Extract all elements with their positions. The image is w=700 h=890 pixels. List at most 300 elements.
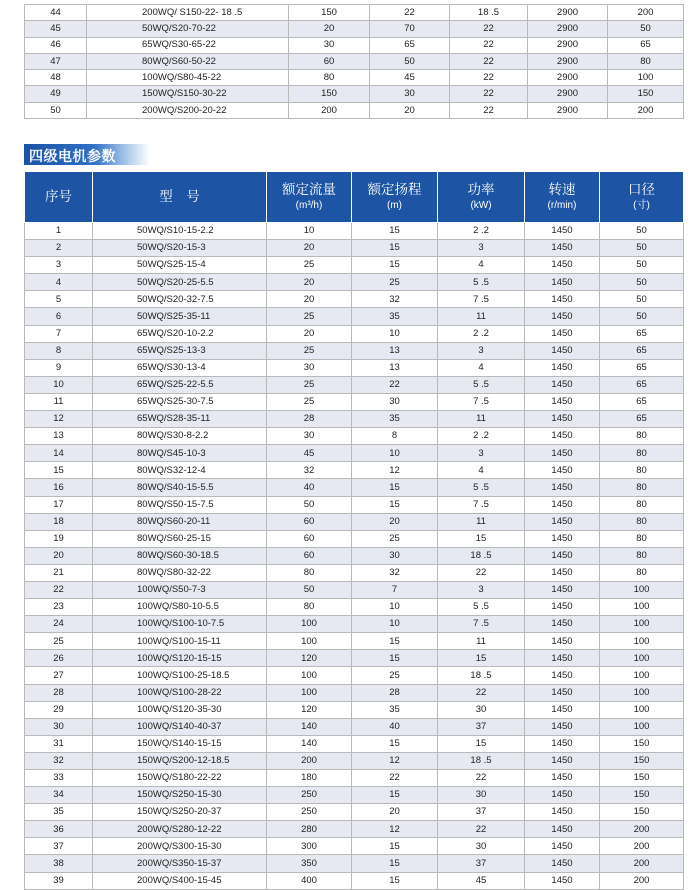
column-header-label: 额定流量 xyxy=(282,181,336,197)
table-cell: 80 xyxy=(267,599,352,616)
table-row xyxy=(25,445,684,462)
table-cell: 65 xyxy=(370,37,450,53)
table-cell: 100 xyxy=(600,599,684,616)
table-cell: 50 xyxy=(25,102,87,118)
table-cell: 1450 xyxy=(525,240,600,257)
model-cell: 65WQ/S30-13-4 xyxy=(93,359,267,376)
model-cell: 100WQ/S140-40-37 xyxy=(93,718,267,735)
table-cell: 150 xyxy=(600,804,684,821)
table-cell: 45 xyxy=(267,445,352,462)
table-cell: 17 xyxy=(25,496,93,513)
table-row xyxy=(25,513,684,530)
table-cell: 10 xyxy=(352,325,438,342)
column-header-label: 功率 xyxy=(467,181,495,197)
table-cell: 1450 xyxy=(525,735,600,752)
table-cell: 1450 xyxy=(525,599,600,616)
table-header xyxy=(25,172,684,223)
table-cell: 23 xyxy=(25,599,93,616)
table-cell: 180 xyxy=(267,770,352,787)
table-row xyxy=(25,718,684,735)
table-cell: 1450 xyxy=(525,718,600,735)
table-cell: 11 xyxy=(438,633,525,650)
model-cell: 65WQ/S30-65-22 xyxy=(87,37,289,53)
table-cell: 80 xyxy=(600,530,684,547)
table-cell: 15 xyxy=(352,496,438,513)
table-cell: 37 xyxy=(438,855,525,872)
table-cell: 1450 xyxy=(525,462,600,479)
table-cell: 24 xyxy=(25,616,93,633)
table-cell: 1450 xyxy=(525,308,600,325)
table-cell: 60 xyxy=(267,547,352,564)
table-cell: 7 xyxy=(352,581,438,598)
table-cell: 40 xyxy=(267,479,352,496)
table-cell: 36 xyxy=(25,821,93,838)
table-cell: 33 xyxy=(25,770,93,787)
table-cell: 280 xyxy=(267,821,352,838)
table-cell: 38 xyxy=(25,855,93,872)
table-cell: 25 xyxy=(267,342,352,359)
table-cell: 300 xyxy=(267,838,352,855)
table-cell: 18 .5 xyxy=(438,547,525,564)
table-row xyxy=(25,667,684,684)
table-cell: 5 .5 xyxy=(438,274,525,291)
table-cell: 200 xyxy=(267,752,352,769)
table-cell: 80 xyxy=(289,70,370,86)
table-cell: 4 xyxy=(25,274,93,291)
table-cell: 20 xyxy=(352,804,438,821)
model-cell: 50WQ/S25-15-4 xyxy=(93,257,267,274)
table-cell: 100 xyxy=(600,718,684,735)
table-cell: 100 xyxy=(600,701,684,718)
table-cell: 48 xyxy=(25,70,87,86)
table-cell: 5 .5 xyxy=(438,479,525,496)
model-cell: 80WQ/S60-50-22 xyxy=(87,53,289,69)
table-cell: 65 xyxy=(600,342,684,359)
table-row xyxy=(25,428,684,445)
table-cell: 18 xyxy=(25,513,93,530)
table-row xyxy=(25,342,684,359)
table-cell: 37 xyxy=(438,804,525,821)
table-cell: 65 xyxy=(600,411,684,428)
table-row xyxy=(25,701,684,718)
column-header-unit: (m) xyxy=(387,200,402,212)
table-cell: 31 xyxy=(25,735,93,752)
model-cell: 150WQ/S250-15-30 xyxy=(93,787,267,804)
table-row xyxy=(25,240,684,257)
table-row xyxy=(25,855,684,872)
model-cell: 200WQ/S200-20-22 xyxy=(87,102,289,118)
table-cell: 1450 xyxy=(525,223,600,240)
table-cell: 22 xyxy=(438,770,525,787)
table-cell: 1450 xyxy=(525,359,600,376)
table-cell: 150 xyxy=(289,5,370,21)
table-cell: 150 xyxy=(608,86,684,102)
table-cell: 1450 xyxy=(525,616,600,633)
table-cell: 1450 xyxy=(525,855,600,872)
table-cell: 1450 xyxy=(525,633,600,650)
table-row xyxy=(25,102,684,118)
model-cell: 65WQ/S25-13-3 xyxy=(93,342,267,359)
table-cell: 100 xyxy=(600,616,684,633)
model-cell: 100WQ/S100-28-22 xyxy=(93,684,267,701)
table-cell: 30 xyxy=(438,701,525,718)
column-header-label: 型 号 xyxy=(159,189,200,205)
table-cell: 60 xyxy=(267,530,352,547)
table-cell: 1450 xyxy=(525,325,600,342)
table-cell: 15 xyxy=(352,479,438,496)
model-cell: 100WQ/S100-25-18.5 xyxy=(93,667,267,684)
column-header xyxy=(600,172,684,223)
table-cell: 200 xyxy=(289,102,370,118)
table-cell: 1450 xyxy=(525,804,600,821)
table-cell: 39 xyxy=(25,872,93,889)
table-cell: 3 xyxy=(438,240,525,257)
table-cell: 22 xyxy=(352,770,438,787)
table-cell: 15 xyxy=(438,530,525,547)
table-cell: 1450 xyxy=(525,872,600,889)
model-cell: 200WQ/S400-15-45 xyxy=(93,872,267,889)
table-cell: 150 xyxy=(600,752,684,769)
table-row xyxy=(25,650,684,667)
table-cell: 47 xyxy=(25,53,87,69)
table-cell: 30 xyxy=(352,393,438,410)
table-cell: 1450 xyxy=(525,564,600,581)
column-header xyxy=(267,172,352,223)
table-row xyxy=(25,616,684,633)
table-cell: 2900 xyxy=(528,86,608,102)
table-cell: 2 .2 xyxy=(438,223,525,240)
table-cell: 1450 xyxy=(525,496,600,513)
table-cell: 60 xyxy=(267,513,352,530)
table-cell: 11 xyxy=(438,308,525,325)
table-row xyxy=(25,496,684,513)
table-row xyxy=(25,37,684,53)
table-cell: 350 xyxy=(267,855,352,872)
model-cell: 50WQ/S20-15-3 xyxy=(93,240,267,257)
table-cell: 27 xyxy=(25,667,93,684)
main-table-body xyxy=(25,223,684,890)
table-cell: 20 xyxy=(289,21,370,37)
table-cell: 3 xyxy=(438,342,525,359)
table-cell: 100 xyxy=(608,70,684,86)
table-cell: 1450 xyxy=(525,513,600,530)
table-cell: 250 xyxy=(267,804,352,821)
table-cell: 1450 xyxy=(525,667,600,684)
table-cell: 30 xyxy=(438,787,525,804)
table-cell: 20 xyxy=(370,102,450,118)
table-row xyxy=(25,462,684,479)
table-cell: 3 xyxy=(438,445,525,462)
table-cell: 1450 xyxy=(525,752,600,769)
table-cell: 60 xyxy=(289,53,370,69)
top-parameter-table xyxy=(24,4,684,119)
table-cell: 10 xyxy=(352,445,438,462)
table-row xyxy=(25,752,684,769)
table-cell: 25 xyxy=(352,667,438,684)
table-cell: 2900 xyxy=(528,102,608,118)
table-row xyxy=(25,70,684,86)
table-cell: 2900 xyxy=(528,5,608,21)
table-cell: 65 xyxy=(600,376,684,393)
model-cell: 100WQ/S100-10-7.5 xyxy=(93,616,267,633)
table-cell: 80 xyxy=(608,53,684,69)
table-cell: 20 xyxy=(25,547,93,564)
table-cell: 5 xyxy=(25,291,93,308)
table-cell: 30 xyxy=(289,37,370,53)
table-cell: 3 xyxy=(25,257,93,274)
table-cell: 37 xyxy=(25,838,93,855)
table-cell: 34 xyxy=(25,787,93,804)
table-cell: 1450 xyxy=(525,428,600,445)
table-cell: 37 xyxy=(438,718,525,735)
table-cell: 30 xyxy=(352,547,438,564)
table-cell: 25 xyxy=(25,633,93,650)
table-cell: 22 xyxy=(352,376,438,393)
table-cell: 26 xyxy=(25,650,93,667)
table-cell: 7 xyxy=(25,325,93,342)
table-cell: 15 xyxy=(438,735,525,752)
table-cell: 21 xyxy=(25,564,93,581)
table-cell: 30 xyxy=(267,359,352,376)
model-cell: 80WQ/S40-15-5.5 xyxy=(93,479,267,496)
table-cell: 45 xyxy=(25,21,87,37)
table-cell: 1450 xyxy=(525,479,600,496)
table-cell: 15 xyxy=(438,650,525,667)
table-cell: 250 xyxy=(267,787,352,804)
model-cell: 100WQ/S50-7-3 xyxy=(93,581,267,598)
table-cell: 100 xyxy=(600,684,684,701)
table-cell: 22 xyxy=(438,564,525,581)
table-cell: 1450 xyxy=(525,376,600,393)
table-row xyxy=(25,821,684,838)
table-cell: 4 xyxy=(438,462,525,479)
table-row xyxy=(25,376,684,393)
model-cell: 200WQ/S350-15-37 xyxy=(93,855,267,872)
table-cell: 13 xyxy=(352,359,438,376)
model-cell: 80WQ/S45-10-3 xyxy=(93,445,267,462)
table-cell: 2900 xyxy=(528,70,608,86)
model-cell: 80WQ/S60-30-18.5 xyxy=(93,547,267,564)
column-header xyxy=(352,172,438,223)
table-cell: 50 xyxy=(267,496,352,513)
table-cell: 12 xyxy=(352,752,438,769)
model-cell: 50WQ/S25-35-11 xyxy=(93,308,267,325)
table-cell: 30 xyxy=(370,86,450,102)
table-cell: 7 .5 xyxy=(438,291,525,308)
model-cell: 150WQ/S250-20-37 xyxy=(93,804,267,821)
table-cell: 35 xyxy=(25,804,93,821)
table-cell: 20 xyxy=(267,274,352,291)
model-cell: 80WQ/S60-20-11 xyxy=(93,513,267,530)
table-cell: 200 xyxy=(608,102,684,118)
model-cell: 100WQ/S120-15-15 xyxy=(93,650,267,667)
table-cell: 18 .5 xyxy=(438,752,525,769)
table-cell: 15 xyxy=(352,855,438,872)
table-cell: 20 xyxy=(267,325,352,342)
table-cell: 50 xyxy=(600,291,684,308)
table-cell: 140 xyxy=(267,735,352,752)
table-cell: 1450 xyxy=(525,291,600,308)
table-cell: 32 xyxy=(25,752,93,769)
table-cell: 15 xyxy=(352,257,438,274)
table-cell: 4 xyxy=(438,257,525,274)
table-row xyxy=(25,223,684,240)
table-cell: 1450 xyxy=(525,787,600,804)
table-cell: 13 xyxy=(25,428,93,445)
table-cell: 1450 xyxy=(525,838,600,855)
table-cell: 8 xyxy=(25,342,93,359)
table-cell: 10 xyxy=(352,616,438,633)
table-row xyxy=(25,735,684,752)
table-cell: 22 xyxy=(450,102,528,118)
table-cell: 50 xyxy=(267,581,352,598)
table-cell: 1450 xyxy=(525,393,600,410)
table-cell: 100 xyxy=(267,616,352,633)
table-cell: 200 xyxy=(600,872,684,889)
table-cell: 2 .2 xyxy=(438,428,525,445)
table-row xyxy=(25,547,684,564)
model-cell: 100WQ/S120-35-30 xyxy=(93,701,267,718)
table-cell: 28 xyxy=(267,411,352,428)
table-cell: 1450 xyxy=(525,445,600,462)
table-cell: 15 xyxy=(352,787,438,804)
table-row xyxy=(25,804,684,821)
header-row xyxy=(25,172,684,223)
table-cell: 22 xyxy=(450,86,528,102)
table-cell: 25 xyxy=(267,308,352,325)
table-cell: 1450 xyxy=(525,684,600,701)
table-cell: 30 xyxy=(25,718,93,735)
table-cell: 50 xyxy=(370,53,450,69)
table-cell: 200 xyxy=(600,838,684,855)
table-cell: 150 xyxy=(600,735,684,752)
table-cell: 25 xyxy=(267,376,352,393)
table-cell: 25 xyxy=(267,393,352,410)
model-cell: 200WQ/S280-12-22 xyxy=(93,821,267,838)
model-cell: 150WQ/S180-22-22 xyxy=(93,770,267,787)
table-cell: 20 xyxy=(352,513,438,530)
column-header xyxy=(438,172,525,223)
table-row xyxy=(25,359,684,376)
table-row xyxy=(25,872,684,889)
table-cell: 22 xyxy=(450,21,528,37)
table-cell: 100 xyxy=(600,581,684,598)
table-cell: 65 xyxy=(600,359,684,376)
model-cell: 150WQ/S150-30-22 xyxy=(87,86,289,102)
table-cell: 1450 xyxy=(525,701,600,718)
table-cell: 22 xyxy=(450,37,528,53)
table-cell: 25 xyxy=(352,530,438,547)
table-cell: 22 xyxy=(25,581,93,598)
table-cell: 50 xyxy=(600,240,684,257)
table-cell: 80 xyxy=(600,445,684,462)
table-cell: 32 xyxy=(352,564,438,581)
model-cell: 65WQ/S25-22-5.5 xyxy=(93,376,267,393)
table-cell: 150 xyxy=(600,787,684,804)
model-cell: 50WQ/S10-15-2.2 xyxy=(93,223,267,240)
table-cell: 40 xyxy=(352,718,438,735)
table-cell: 50 xyxy=(600,223,684,240)
column-header-unit: (m³/h) xyxy=(295,200,323,212)
column-header xyxy=(25,172,93,223)
table-row xyxy=(25,257,684,274)
table-row xyxy=(25,411,684,428)
table-cell: 15 xyxy=(352,872,438,889)
table-row xyxy=(25,291,684,308)
table-cell: 30 xyxy=(438,838,525,855)
table-cell: 14 xyxy=(25,445,93,462)
table-cell: 2900 xyxy=(528,21,608,37)
table-cell: 35 xyxy=(352,701,438,718)
table-cell: 7 .5 xyxy=(438,496,525,513)
table-cell: 1450 xyxy=(525,650,600,667)
table-cell: 400 xyxy=(267,872,352,889)
table-row xyxy=(25,684,684,701)
table-cell: 1450 xyxy=(525,530,600,547)
table-row xyxy=(25,564,684,581)
table-cell: 200 xyxy=(600,821,684,838)
table-cell: 22 xyxy=(450,70,528,86)
table-row xyxy=(25,581,684,598)
table-cell: 49 xyxy=(25,86,87,102)
table-cell: 1450 xyxy=(525,411,600,428)
table-row xyxy=(25,325,684,342)
table-cell: 1450 xyxy=(525,821,600,838)
table-cell: 50 xyxy=(600,274,684,291)
table-cell: 4 xyxy=(438,359,525,376)
table-cell: 150 xyxy=(600,770,684,787)
table-cell: 65 xyxy=(600,325,684,342)
model-cell: 150WQ/S140-15-15 xyxy=(93,735,267,752)
column-header-label: 口径 xyxy=(628,181,655,197)
table-cell: 5 .5 xyxy=(438,599,525,616)
table-cell: 19 xyxy=(25,530,93,547)
table-cell: 16 xyxy=(25,479,93,496)
table-cell: 200 xyxy=(608,5,684,21)
table-cell: 2 xyxy=(25,240,93,257)
table-cell: 8 xyxy=(352,428,438,445)
table-cell: 28 xyxy=(352,684,438,701)
table-cell: 22 xyxy=(450,53,528,69)
table-row xyxy=(25,274,684,291)
table-cell: 7 .5 xyxy=(438,393,525,410)
model-cell: 80WQ/S32-12-4 xyxy=(93,462,267,479)
table-cell: 46 xyxy=(25,37,87,53)
table-cell: 11 xyxy=(438,411,525,428)
table-cell: 22 xyxy=(370,5,450,21)
table-cell: 45 xyxy=(370,70,450,86)
table-row xyxy=(25,787,684,804)
table-cell: 80 xyxy=(600,496,684,513)
table-cell: 100 xyxy=(267,684,352,701)
table-cell: 15 xyxy=(25,462,93,479)
model-cell: 100WQ/S100-15-11 xyxy=(93,633,267,650)
table-cell: 150 xyxy=(289,86,370,102)
table-cell: 120 xyxy=(267,650,352,667)
column-header-unit: (r/min) xyxy=(547,200,577,212)
table-cell: 10 xyxy=(352,599,438,616)
table-cell: 35 xyxy=(352,411,438,428)
table-cell: 1450 xyxy=(525,770,600,787)
column-header-label: 序号 xyxy=(45,189,72,205)
model-cell: 100WQ/S80-45-22 xyxy=(87,70,289,86)
table-cell: 45 xyxy=(438,872,525,889)
table-cell: 50 xyxy=(600,257,684,274)
table-cell: 200 xyxy=(600,855,684,872)
table-cell: 6 xyxy=(25,308,93,325)
table-cell: 70 xyxy=(370,21,450,37)
table-cell: 9 xyxy=(25,359,93,376)
